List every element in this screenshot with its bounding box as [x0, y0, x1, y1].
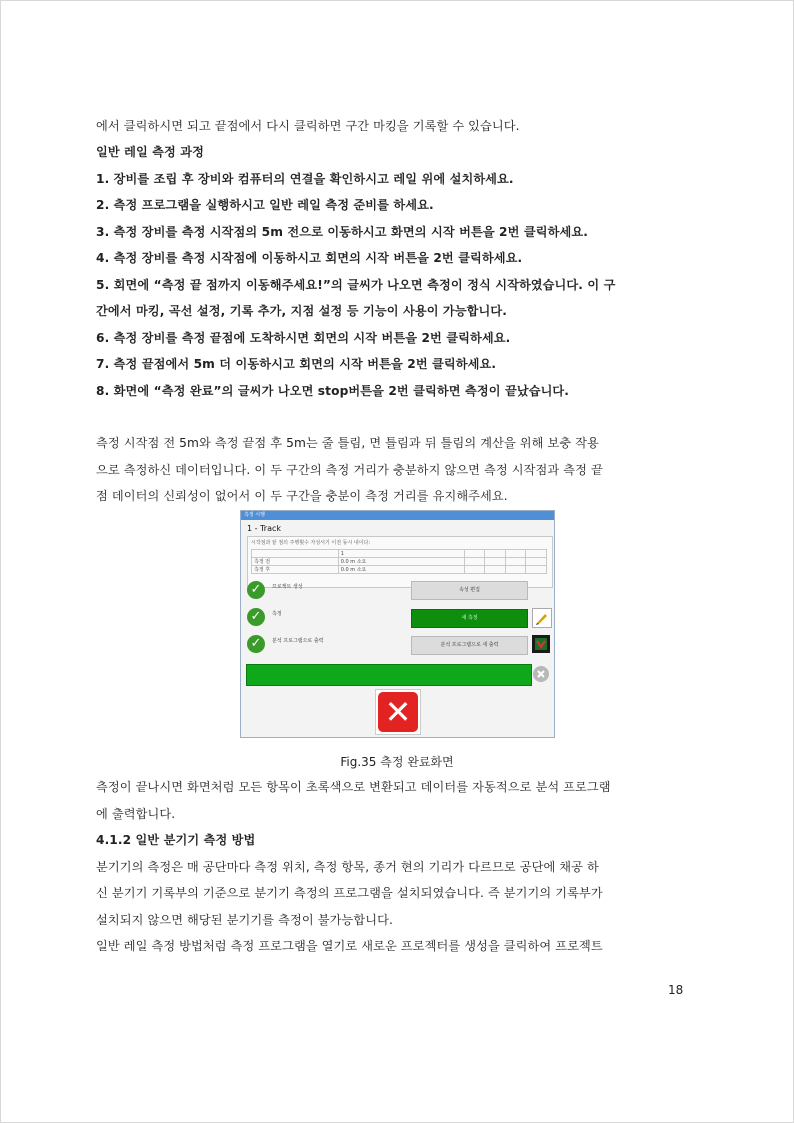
step-label: 분석 프로그램으로 출력 — [272, 638, 324, 644]
step-item: 1. 장비를 조립 후 장비와 컴퓨터의 연결을 확인하시고 레일 위에 설치하세요. — [96, 172, 514, 186]
export-to-analysis-button[interactable]: 분석 프로그램으로 새 출력 — [411, 636, 528, 655]
text-line: 에서 클릭하시면 되고 끝점에서 다시 클릭하면 구간 마킹을 기록할 수 있습니다. — [96, 119, 520, 133]
check-icon: ✓ — [247, 635, 265, 653]
close-icon: ✕ — [378, 692, 418, 732]
cancel-disabled-icon — [533, 666, 549, 682]
step-export — [247, 635, 551, 655]
table-row: 1 — [252, 550, 547, 558]
text-line: 분기기의 측정은 매 공단마다 측정 위치, 측정 항목, 종거 현의 기리가 다르므로 공단에 채공 하 — [96, 860, 599, 874]
table-row: 측정 전 0.0 m 소요 — [252, 558, 547, 566]
step-item: 3. 측정 장비를 측정 시작점의 5m 전으로 이동하시고 화면의 시작 버튼을 2번 클릭하세요. — [96, 225, 588, 239]
check-icon: ✓ — [247, 581, 265, 599]
step-item: 2. 측정 프로그램을 실행하시고 일반 레일 측정 준비를 하세요. — [96, 198, 434, 212]
text-line: 으로 측정하신 데이터입니다. 이 두 구간의 측정 거리가 충분하지 않으면 측정 시작점과 측정 끝 — [96, 463, 603, 477]
new-measure-button[interactable]: 새 측정 — [411, 609, 528, 628]
edit-properties-button[interactable]: 속성 편집 — [411, 581, 528, 600]
pencil-icon[interactable] — [532, 608, 552, 628]
step-item: 8. 화면에 “측정 완료”의 글씨가 나오면 stop버튼을 2번 클릭하면 측정이 끝났습니다. — [96, 384, 570, 398]
text-line: 일반 레일 측정 방법처럼 측정 프로그램을 열기로 새로운 프로젝터를 생성을 클릭하여 프로젝트 — [96, 939, 603, 953]
figure-caption: Fig.35 측정 완료화면 — [340, 755, 454, 769]
step-label: 프로젝트 생성 — [272, 584, 303, 590]
text-line: 설치되지 않으면 해당된 분기기를 측정이 불가능합니다. — [96, 913, 393, 927]
text-line: 측정 시작점 전 5m와 측정 끝점 후 5m는 줄 틀림, 면 틀림과 뒤 틀림의 계산을 위해 보충 작용 — [96, 436, 599, 450]
text-line: 점 데이터의 신뢰성이 없어서 이 두 구간을 충분이 측정 거리를 유지해주세요. — [96, 489, 508, 503]
progress-bar — [246, 664, 532, 686]
step-measure — [247, 608, 551, 628]
step-item: 6. 측정 장비를 측정 끝점에 도착하시면 회면의 시작 버튼을 2번 클릭하세요. — [96, 331, 511, 345]
analysis-app-icon[interactable] — [532, 635, 550, 653]
text-line: 에 출력합니다. — [96, 807, 176, 821]
step-project-create — [247, 581, 551, 601]
step-item: 간에서 마킹, 곡선 설정, 기록 추가, 지점 설정 등 기능이 사용이 가능합니다. — [96, 304, 508, 318]
page-number: 18 — [668, 983, 684, 997]
text-line: 측정이 끝나시면 화면처럼 모든 항목이 초록색으로 변환되고 데이터를 자동적으로 분석 프로그램 — [96, 780, 611, 794]
check-icon: ✓ — [247, 608, 265, 626]
track-title: 1 - Track — [247, 524, 281, 533]
step-label: 측정 — [272, 611, 282, 617]
stop-button[interactable] — [375, 689, 421, 735]
window-title: 측정 시행 — [241, 511, 554, 520]
step-item: 5. 회면에 “측정 끝 점까지 이동해주세요!”의 글씨가 나오면 측정이 정식 시작하였습니다. 이 구 — [96, 278, 616, 292]
step-item: 4. 측정 장비를 측정 시작점에 이동하시고 회면의 시작 버튼을 2번 클릭하세요. — [96, 251, 523, 265]
section-heading: 일반 레일 측정 과정 — [96, 145, 205, 159]
measurement-complete-screenshot — [240, 510, 555, 738]
text-line: 신 분기기 기록부의 기준으로 분기기 측정의 프로그램을 설치되였습니다. 즉 분기기의 기록부가 — [96, 886, 603, 900]
table-header: 시작점과 끝 점의 주행횟수 자성서기 이전 동시 내이다: — [251, 540, 371, 546]
section-heading: 4.1.2 일반 분기기 측정 방법 — [96, 833, 256, 847]
step-item: 7. 측정 끝점에서 5m 더 이동하시고 회면의 시작 버튼을 2번 클릭하세요. — [96, 357, 497, 371]
distance-grid — [251, 549, 547, 574]
table-row: 측정 후 0.0 m 소요 — [252, 566, 547, 574]
